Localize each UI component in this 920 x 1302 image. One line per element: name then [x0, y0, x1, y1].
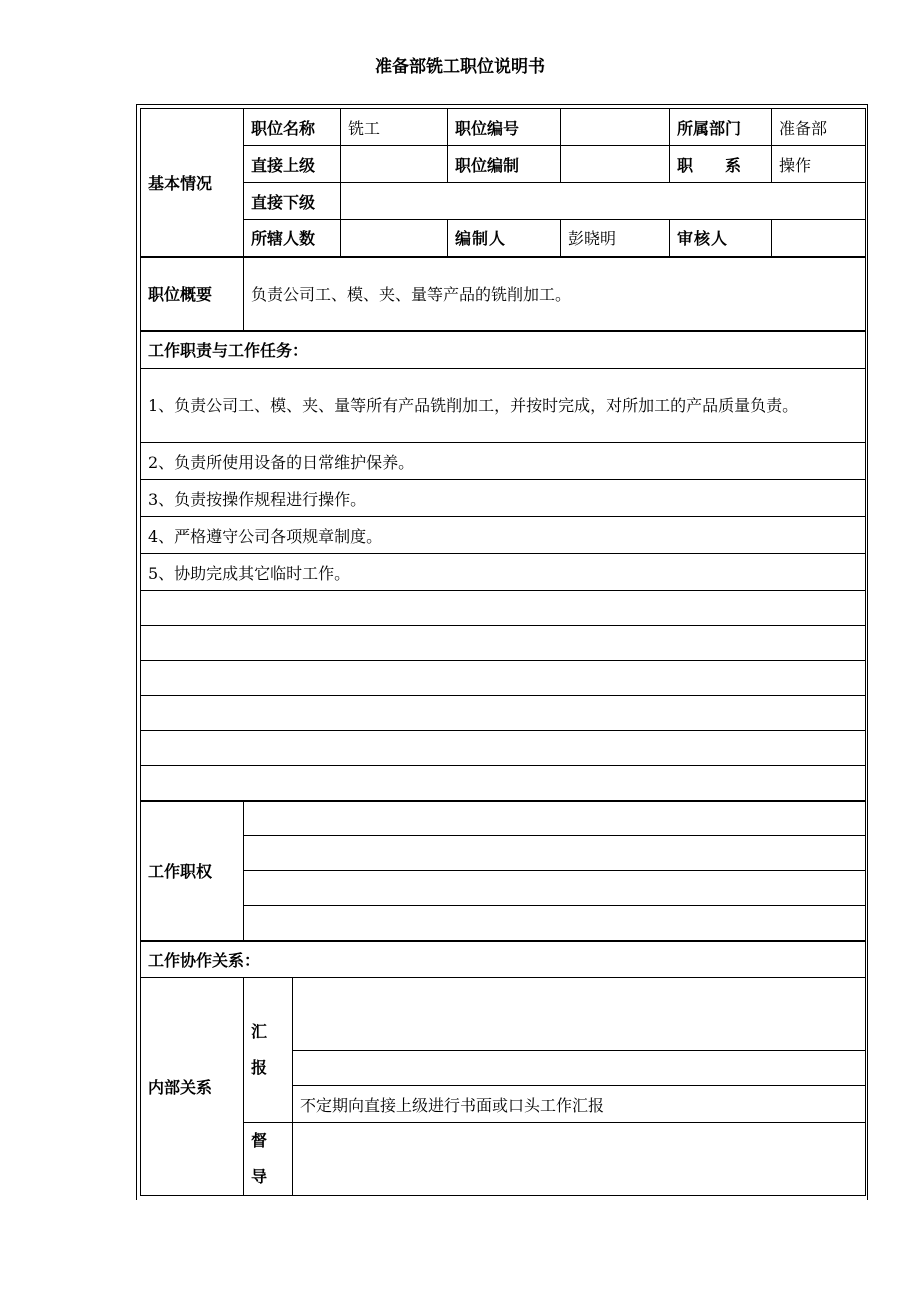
position-code-label: 职位编号	[448, 109, 561, 146]
headcount-label: 职位编制	[448, 146, 561, 183]
summary-text: 负责公司工、模、夹、量等产品的铣削加工。	[244, 257, 866, 331]
summary-label: 职位概要	[141, 257, 244, 331]
report-label-char-2: 报	[251, 1058, 268, 1077]
report-label	[244, 978, 293, 1123]
duty-empty-row	[141, 696, 866, 731]
department-label: 所属部门	[670, 109, 772, 146]
duty-empty-row	[141, 591, 866, 626]
authority-empty-row	[244, 836, 866, 871]
direct-superior-label: 直接上级	[244, 146, 341, 183]
job-family-value: 操作	[772, 146, 866, 183]
compiler-value: 彭晓明	[561, 220, 670, 257]
duty-empty-row	[141, 766, 866, 801]
duty-item: 1、负责公司工、模、夹、量等所有产品铣削加工，并按时完成，对所加工的产品质量负责。	[141, 369, 866, 443]
report-text: 不定期向直接上级进行书面或口头工作汇报	[293, 1086, 866, 1123]
direct-superior-value	[341, 146, 448, 183]
report-empty-row	[293, 1051, 866, 1086]
reviewer-label: 审核人	[670, 220, 772, 257]
duty-empty-row	[141, 731, 866, 766]
department-value: 准备部	[772, 109, 866, 146]
subordinate-count-value	[341, 220, 448, 257]
report-label-char-1: 汇	[251, 1022, 268, 1041]
direct-subordinate-value	[341, 183, 866, 220]
job-description-table	[140, 108, 866, 1196]
supervise-label	[244, 1123, 293, 1196]
position-name-label: 职位名称	[244, 109, 341, 146]
duty-item: 3、负责按操作规程进行操作。	[141, 480, 866, 517]
cooperation-heading: 工作协作关系：	[141, 941, 866, 978]
authority-label: 工作职权	[141, 801, 244, 941]
authority-empty-row	[244, 801, 866, 836]
duty-empty-row	[141, 626, 866, 661]
document-title: 准备部铣工职位说明书	[375, 57, 545, 77]
authority-empty-row	[244, 871, 866, 906]
headcount-value	[561, 146, 670, 183]
compiler-label: 编制人	[448, 220, 561, 257]
duty-item: 5、协助完成其它临时工作。	[141, 554, 866, 591]
basic-section-label: 基本情况	[141, 109, 244, 257]
internal-relations-label: 内部关系	[141, 978, 244, 1196]
duty-item: 2、负责所使用设备的日常维护保养。	[141, 443, 866, 480]
duty-empty-row	[141, 661, 866, 696]
report-empty-row	[293, 978, 866, 1051]
direct-subordinate-label: 直接下级	[244, 183, 341, 220]
duty-item: 4、严格遵守公司各项规章制度。	[141, 517, 866, 554]
job-family-label: 职 系	[670, 146, 772, 183]
subordinate-count-label: 所辖人数	[244, 220, 341, 257]
reviewer-value	[772, 220, 866, 257]
supervise-empty-row	[293, 1123, 866, 1196]
position-name-value: 铣工	[341, 109, 448, 146]
duties-heading: 工作职责与工作任务：	[141, 331, 866, 369]
position-code-value	[561, 109, 670, 146]
authority-empty-row	[244, 906, 866, 941]
supervise-label-char-2: 导	[251, 1167, 268, 1186]
supervise-label-char-1: 督	[251, 1131, 268, 1150]
